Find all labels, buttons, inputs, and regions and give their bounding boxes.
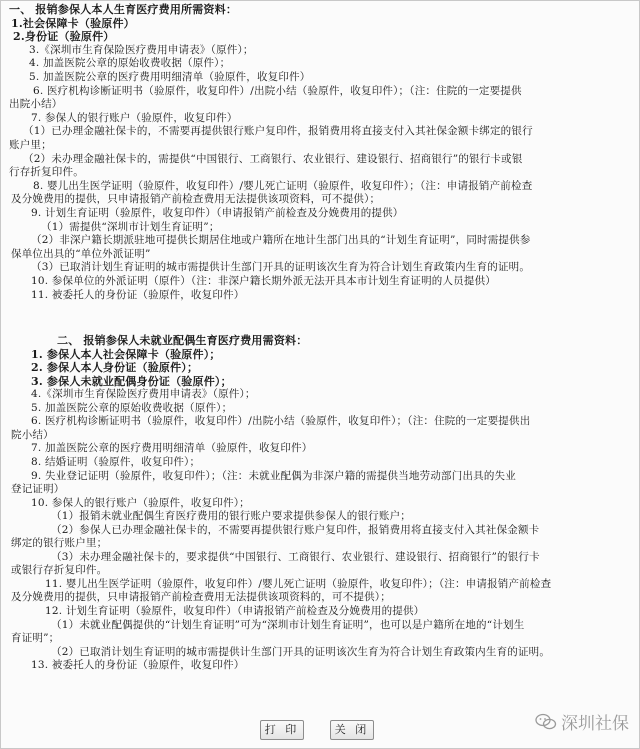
text-line: （1）报销未就业配偶生育医疗费用的银行账户要求提供参保人的银行账户； (51, 510, 411, 523)
text-line: 10. 参保单位的外派证明（原件）（注：非深户籍长期外派无法开具本市计划生育证明的人员提供） (31, 275, 496, 287)
text-line: 登记证明） (11, 483, 65, 496)
text-line: 5. 加盖医院公章的医疗费用明细清单（验原件，收复印件） (29, 71, 311, 83)
text-line: （1）已办理金融社保卡的，不需要再提供银行账户复印件，报销费用将直接支付入其社保金额卡绑定的银行 (23, 125, 533, 138)
text-line: 3.《深圳市生育保险医疗费用申请表》（原件）； (29, 43, 254, 56)
text-line: 绑定的银行账户里； (11, 537, 108, 550)
text-line: 12. 计划生育证明（验原件，收复印件）（申请报销产前检查及分娩费用的提供） (45, 605, 425, 617)
text-line: （2）未办理金融社保卡的，需提供“中国银行、工商银行、农业银行、建设银行、招商银行”的银行卡或银 (23, 152, 523, 165)
text-line: 育证明”； (11, 632, 60, 645)
text-line: 及分娩费用的提供，只申请报销产前检查费用无法提供该项资料的，可不提供）； (11, 591, 391, 604)
text-line: 1. 参保人本人社会保障卡（验原件）； (31, 347, 221, 361)
text-line: 7. 参保人的银行账户（验原件，收复印件） (31, 111, 238, 124)
wechat-icon (535, 713, 557, 731)
close-button[interactable]: 关 闭 (330, 720, 374, 740)
text-line: 9. 计划生育证明（验原件，收复印件）（申请报销产前检查及分娩费用的提供） (31, 207, 404, 219)
text-line: （3）未办理金融社保卡的，要求提供“中国银行、工商银行、农业银行、建设银行、招商银行”的银行卡 (51, 550, 540, 563)
text-line: 4. 加盖医院公章的原始收费收据（原件）； (29, 57, 231, 70)
text-line: 行存折复印件。 (9, 166, 84, 179)
text-line: 或银行存折复印件。 (11, 564, 108, 577)
text-line: （3）已取消计划生育证明的城市需提供计生部门开具的证明该次生育为符合计划生育政策内生育的证明。 (31, 261, 531, 274)
watermark-text: 深圳社保 (561, 714, 629, 734)
text-line: 2.身份证（验原件） (13, 30, 115, 44)
text-line: （2）参保人已办理金融社保卡的，不需要再提供银行账户复印件，报销费用将直接支付入其社保金额卡 (51, 523, 540, 536)
text-line: （2）已取消计划生育证明的城市需提供计生部门开具的证明该次生育为符合计划生育政策内生育的证明。 (51, 645, 551, 658)
text-line: 账户里； (9, 139, 52, 151)
text-line: （1）未就业配偶提供的“计划生育证明”可为“深圳市计划生育证明”，也可以是户籍所在地的“计划生 (51, 618, 525, 631)
text-line: 3. 参保人未就业配偶身份证（验原件）； (31, 374, 232, 388)
text-line: 一、 报销参保人本人生育医疗费用所需资料： (9, 3, 238, 16)
text-line: 二、 报销参保人未就业配偶生育医疗费用需资料： (57, 334, 308, 347)
text-line: （2）非深户籍长期派驻地可提供长期居住地或户籍所在地计生部门出具的“计划生育证明”，同时需提供参 (31, 234, 531, 247)
text-line: 2. 参保人本人身份证（验原件）； (31, 361, 199, 375)
text-line: 出院小结） (9, 98, 63, 111)
text-line: 保单位出具的“单位外派证明” (11, 247, 151, 260)
text-line: 13. 被委托人的身份证（验原件，收复印件） (31, 659, 245, 672)
text-line: 8. 结婚证明（验原件，收复印件）； (31, 455, 201, 468)
text-line: 7. 加盖医院公章的医疗费用明细清单（验原件，收复印件） (31, 442, 313, 455)
text-line: 8. 婴儿出生医学证明（验原件，收复印件）/婴儿死亡证明（验原件，收复印件）；（注：申请报销产前检查 (33, 179, 533, 192)
text-line: 5. 加盖医院公章的原始收费收据（原件）； (31, 401, 233, 414)
text-line: 4.《深圳市生育保险医疗费用申请表》（原件）； (31, 388, 256, 401)
text-line: 1.社会保障卡（验原件） (11, 16, 135, 30)
text-line: 11. 婴儿出生医学证明（验原件，收复印件）/婴儿死亡证明（验原件，收复印件）；（注：申请报销产前检查 (45, 577, 552, 590)
text-line: 及分娩费用的提供，只申请报销产前检查费用无法提供该项资料，可不提供）； (11, 193, 381, 206)
print-button[interactable]: 打 印 (260, 720, 304, 740)
text-line: 院小结） (11, 428, 54, 441)
text-line: 6. 医疗机构诊断证明书（验原件，收复印件）/出院小结（验原件，收复印件）；（注：住院的一定要提供 (33, 84, 522, 97)
text-line: 6. 医疗机构诊断证明书（验原件，收复印件）/出院小结（验原件，收复印件）；（注：住院的一定要提供出 (31, 415, 531, 428)
text-line: 11. 被委托人的身份证（验原件，收复印件） (31, 288, 245, 301)
text-line: （1）需提供“深圳市计划生育证明”； (41, 220, 220, 233)
text-line: 9. 失业登记证明（验原件，收复印件）；（注：未就业配偶为非深户籍的需提供当地劳动部门出具的失业 (31, 469, 516, 482)
wechat-watermark (535, 709, 629, 734)
text-line: 10. 参保人的银行账户（验原件，收复印件）； (31, 496, 250, 509)
